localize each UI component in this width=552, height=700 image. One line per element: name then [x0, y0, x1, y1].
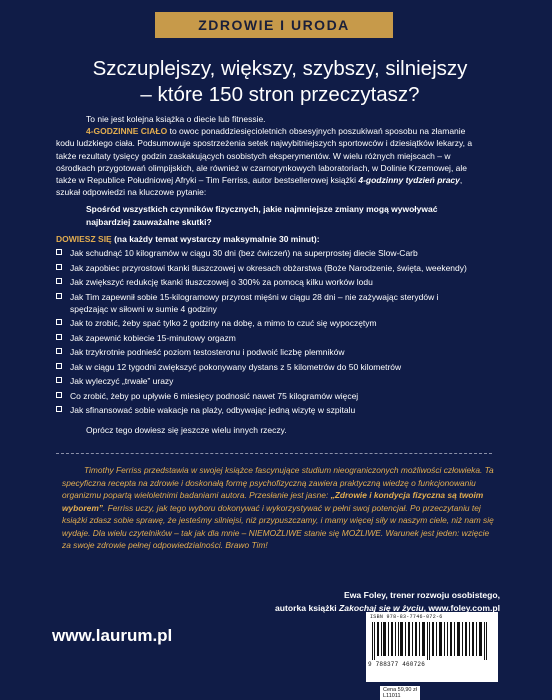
- list-item: Jak sfinansować sobie wakacje na plaży, odbywając jedną wizytę w szpitalu: [56, 404, 476, 416]
- barcode-bars: [370, 622, 494, 660]
- endorsement-signature: [275, 589, 500, 614]
- checkbox-bullet-icon: [56, 249, 62, 255]
- quote-text-2: . Ferriss uczy, jak tego wyboru dokonywać i wykorzystywać w pełni swoj potencjał. Po przeczytaniu tej książki zdasz sobie sprawę, że jesteśmy silniejsi, niż przypuszczamy, i mamy więcej siły w naszym ciele, niż nam się wydaje. Dla wielu czytelników – tak jak dla mnie – NIEMOŻLIWE stanie się MOŻLIWE. Warunek jest jeden: wzięcie za swoje zdrowie pełnej odpowiedzialności. Brawo Tim!: [62, 502, 494, 550]
- paragraph-main: [56, 125, 476, 198]
- list-item: Jak zapewnić kobiecie 15-minutowy orgazm: [56, 332, 476, 344]
- checkbox-bullet-icon: [56, 334, 62, 340]
- checkbox-bullet-icon: [56, 392, 62, 398]
- signature-line-1: Ewa Foley, trener rozwoju osobistego,: [344, 590, 500, 600]
- learn-heading-text: (na każdy temat wystarczy maksymalnie 30 minut):: [111, 233, 320, 244]
- list-item: Jak w ciągu 12 tygodni zwiększyć pokonywany dystans z 5 kilometrów do 50 kilometrów: [56, 361, 476, 373]
- paragraph-text: to owoc ponaddziesięcioletnich obsesyjnych poszukiwań sposobu na złamanie kodu ludzkiego ciała. Podsumowuje spostrzeżenia setek najwybitniejszych sportowców i dziesiątków lekarzy, a także rezultaty tysięcy godzin zaskakujących osobistych eksperymentów. W wielu różnych miejscach – w ośrodkach przygotowań olimpijskich, ale również w czarnorynkowych laboratoriach, w Dolinie Krzemowej, ale także w Republice Południowej Afryki – Tim Ferriss, autor bestsellerowej książki: [56, 126, 473, 186]
- catalog-code: L11011: [383, 693, 401, 699]
- list-item: Jak zapobiec przyrostowi tkanki tłuszczowej w okresach obżarstwa (Boże Narodzenie, święta, weekendy): [56, 262, 476, 274]
- checkbox-bullet-icon: [56, 377, 62, 383]
- headline-line-1: Szczuplejszy, większy, szybszy, silniejszy: [92, 57, 468, 80]
- publisher-url: www.laurum.pl: [52, 626, 173, 645]
- list-item: Jak to zrobić, żeby spać tylko 2 godziny na dobę, a mimo to czuć się wypoczętym: [56, 317, 476, 329]
- isbn-text: ISBN 978-83-7746-072-6: [370, 614, 443, 620]
- list-item: Jak wyleczyć „trwałe” urazy: [56, 375, 476, 387]
- checkbox-bullet-icon: [56, 278, 62, 284]
- more-text: Oprócz tego dowiesz się jeszcze wielu innych rzeczy.: [86, 425, 287, 436]
- checkbox-bullet-icon: [56, 406, 62, 412]
- price-sticker: [380, 686, 420, 700]
- checkbox-bullet-icon: [56, 319, 62, 325]
- paragraph-text-end: , szukał odpowiedzi na kluczowe pytanie:: [56, 175, 463, 198]
- list-item: Jak Tim zapewnił sobie 15-kilogramowy przyrost mięśni w ciągu 28 dni – nie zażywając sterydów i spędzając w siłowni w sumie 4 godziny: [56, 291, 476, 315]
- headline: [40, 56, 520, 108]
- description: [56, 113, 476, 437]
- quote-text-1: Timothy Ferriss przedstawia w swojej książce fascynujące studium nieograniczonych możliwości człowieka. Ta specyficzna recepta na zdrowie i doskonałą formę psychofizyczną zawiera praktyczną wiedzę o funkcjonowaniu organizmu popartą wieloletnimi badaniami autora. Przesłanie jest jasne:: [62, 465, 494, 500]
- list-item: Jak schudnąć 10 kilogramów w ciągu 30 dni (bez ćwiczeń) na superprostej diecie Slow-Carb: [56, 247, 476, 259]
- checkbox-bullet-icon: [56, 363, 62, 369]
- list-item: Jak zwiększyć redukcję tkanki tłuszczowej o 300% za pomocą kilku worków lodu: [56, 276, 476, 288]
- list-item: Co zrobić, żeby po upływie 6 miesięcy podnosić nawet 75 kilogramów więcej: [56, 390, 476, 402]
- learn-heading-highlight: DOWIESZ SIĘ: [56, 233, 112, 244]
- list-item: Jak trzykrotnie podnieść poziom testosteronu i podwoić liczbę plemników: [56, 346, 476, 358]
- category-badge: ZDROWIE I URODA: [155, 12, 393, 38]
- price-text: Cena 59,90 zł: [383, 687, 417, 693]
- endorsement-quote: [62, 464, 496, 552]
- key-question: Spośród wszystkich czynników fizycznych, jakie najmniejsze zmiany mogą wywoływać najbardziej zauważalne skutki?: [86, 204, 438, 227]
- headline-line-2: – które 150 stron przeczytasz?: [140, 83, 420, 106]
- book-title-highlight: 4-GODZINNE CIAŁO: [86, 126, 168, 137]
- other-book-title: 4-godzinny tydzień pracy: [358, 175, 460, 186]
- intro-text: To nie jest kolejna książka o diecie lub fitnessie.: [86, 114, 266, 124]
- barcode-digits: 9 788377 460726: [368, 661, 426, 668]
- checkbox-bullet-icon: [56, 264, 62, 270]
- benefit-list: [56, 247, 476, 416]
- signature-line-2: autorka książki Zakochaj się w życiu, www.foley.com.pl: [275, 602, 500, 613]
- checkbox-bullet-icon: [56, 348, 62, 354]
- learn-heading: [56, 233, 476, 245]
- barcode: [366, 612, 498, 682]
- checkbox-bullet-icon: [56, 293, 62, 299]
- dashed-divider: [56, 453, 492, 454]
- quote-bold: „Zdrowie i kondycja fizyczna są twoim wyborem”: [62, 490, 484, 513]
